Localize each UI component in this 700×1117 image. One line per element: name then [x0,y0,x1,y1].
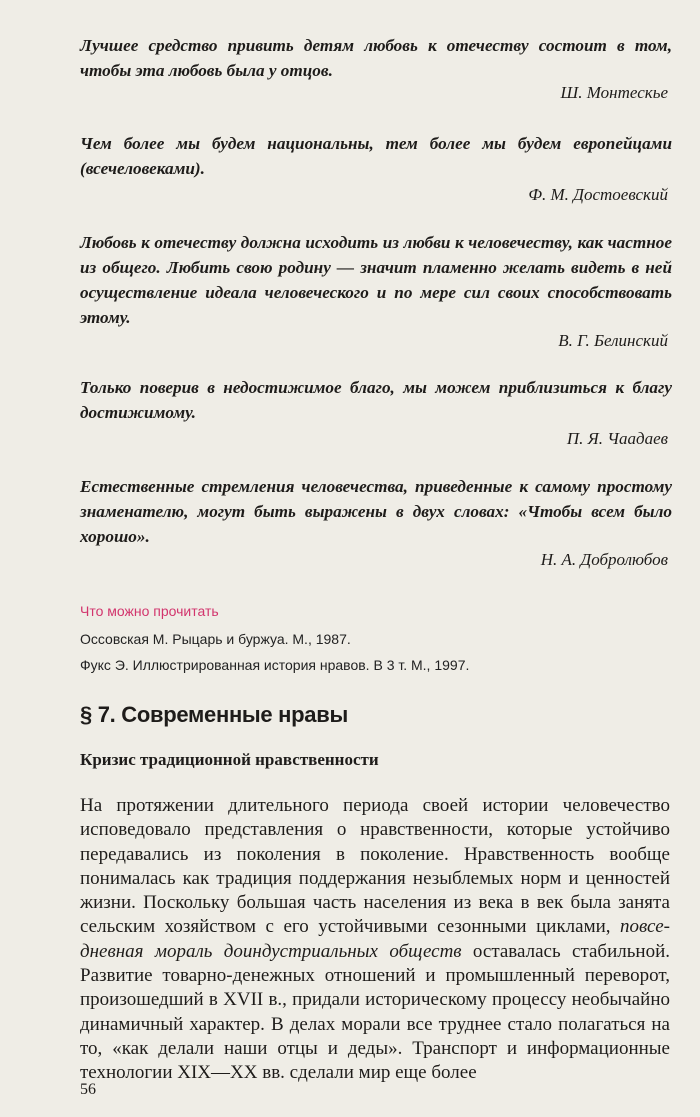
epigraph-author: В. Г. Белинский [558,331,668,350]
epigraph-author: Н. А. Добролюбов [540,550,668,569]
section-title: § 7. Современные нравы [80,702,348,727]
reading-heading: Что можно прочитать [80,603,219,619]
epigraph-quote: Естественные стремления человечества, приведенные к самому простому знаменателю, могут быть выражены в двух словах: «Чтобы всем было хорошо». [80,477,672,546]
epigraph-author: П. Я. Чаадаев [566,429,668,448]
epigraph-quote: Чем более мы будем национальны, тем более мы будем европейцами (всечеловеками). [80,134,672,178]
section-subtitle: Кризис традиционной нравственности [80,750,379,769]
body-paragraph [80,794,670,1086]
body-emphasis: повсе-дневная мораль доиндустриальных обществ [80,916,670,962]
epigraph-quote: Любовь к отечеству должна исходить из любви к человечеству, как частное из общего. Любить свою родину — значит пламенно желать видеть в ней осуществление идеала человеческого и по мере сил своих способствовать этому. [80,233,672,327]
epigraph-author: Ф. М. Достоевский [528,185,668,204]
epigraph-quote: Лучшее средство привить детям любовь к отечеству состоит в том, чтобы эта любовь была у отцов. [80,36,672,80]
reading-reference: Оссовская М. Рыцарь и буржуа. М., 1987. [80,631,351,647]
body-text: На протяжении длительного периода своей истории человечество исповедовало представления о нравственности, которые устойчиво передавались из поколения в поколение. Нравственность вообще понималась как традиция поддержания незыблемых норм и ценностей жизни. Поскольку большая часть населения из века в век была занята сельским хозяйством с его устойчивыми сезонными циклами, [80,795,670,938]
body-text: оставалась стабильной. Развитие товарно-денежных отношений и промышленный переворот, произошедший в XVII в., придали историческому процессу необычайно динамичный характер. В делах морали все труднее стало полагаться на то, «как делали наши отцы и деды». Транспорт и информационные технологии XIX—XX вв. сделали мир еще более [80,940,670,1084]
reading-reference: Фукс Э. Иллюстрированная история нравов. В 3 т. М., 1997. [80,657,470,673]
epigraph-author: Ш. Монтескье [560,83,668,102]
epigraph-quote: Только поверив в недостижимое благо, мы можем приблизиться к благу достижимому. [80,378,672,422]
page-number: 56 [80,1081,96,1098]
